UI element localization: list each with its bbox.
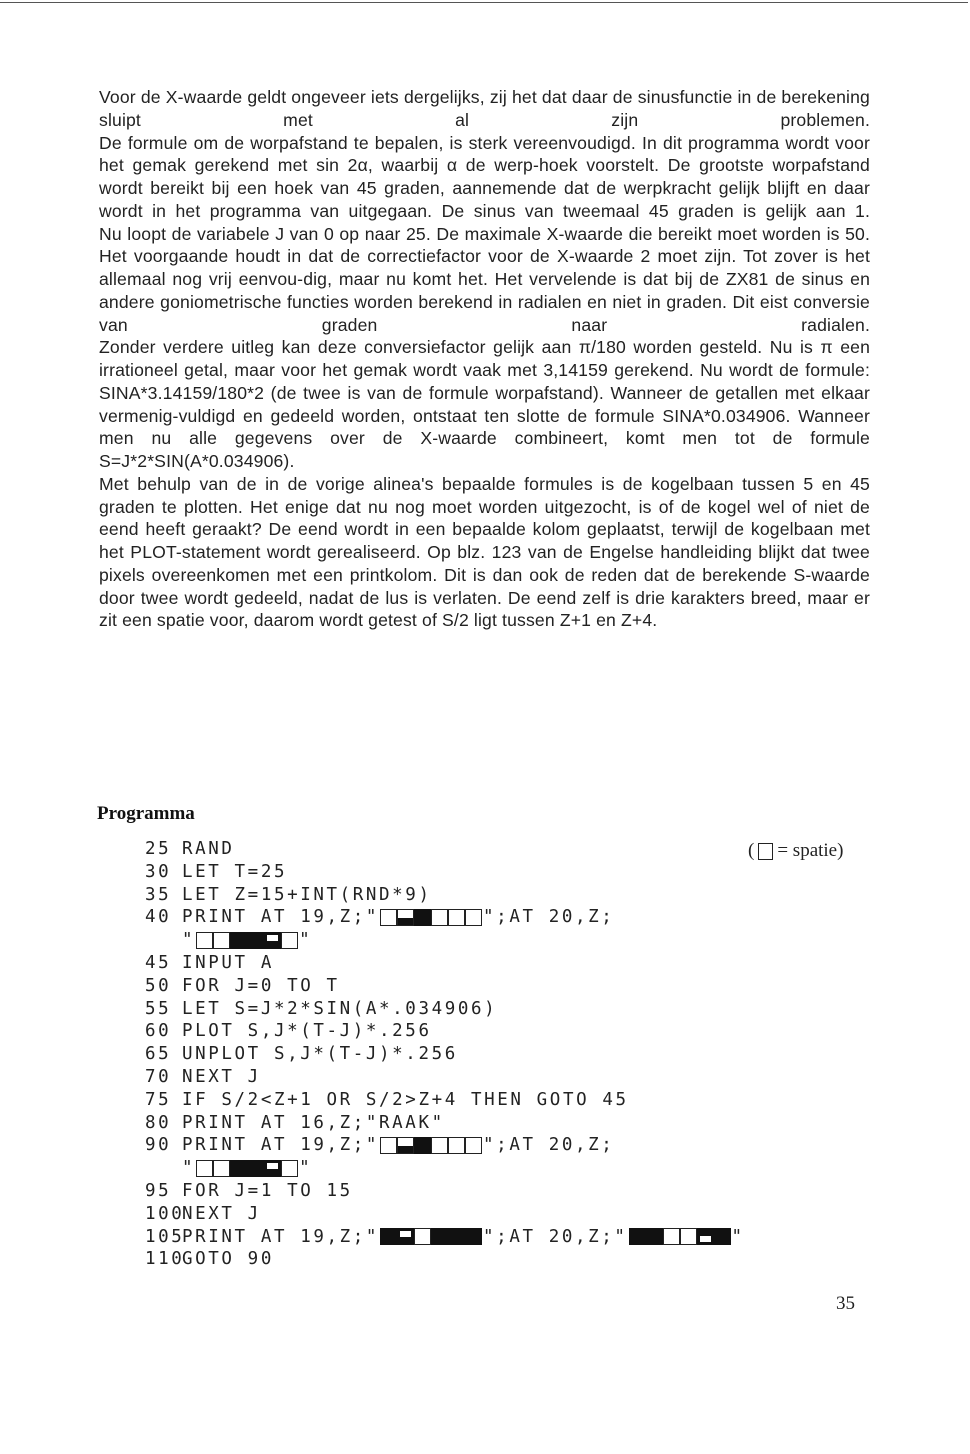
line-number: 75: [145, 1089, 172, 1110]
graphic-char-lower: [397, 909, 414, 926]
paragraph: Nu loopt de variabele J van 0 op naar 25. De maximale X-waarde die bereikt moet worden is 50. Het voorgaande houdt in dat de correctiefactor voor de X-waarde 2 moet zijn. Tot zover is het allemaal nog vrij eenvou-dig, maar nu komt het. Het vervelende is dat bij de ZX81 de sinus en andere goniometrische functies worden berekend in radialen en niet in graden. Dit eist conversie van graden naar radialen.: [99, 223, 870, 335]
graphic-char-full: [247, 1160, 264, 1177]
paragraph: Met behulp van de in de vorige alinea's bepaalde formules is de kogelbaan tussen 5 en 45 graden te plotten. Het enige dat nu nog moet worden uitgezocht, is of de kogel wel of niet de eend heeft geraakt? De eend wordt in een bepaalde kolom geplaatst, terwijl de kogelbaan met het PLOT-statement wordt gerealiseerd. Op blz. 123 van de Engelse handleiding blijkt dat twee pixels overeenkomen met een printkolom. Dit is dan ook de reden dat de berekende S-waarde door twee wordt gedeeld, nadat de lus is verlaten. De eend zelf is drie karakters breed, maar er zit een spatie voor, daarom wordt getest of S/2 ligt tussen Z+1 en Z+4.: [99, 473, 870, 631]
statement: PLOT S,J*(T-J)*.256: [182, 1021, 432, 1042]
section-heading: Programma: [97, 803, 195, 824]
line-number: 25: [145, 839, 172, 859]
code-line: [145, 998, 905, 1021]
statement: LET Z=15+INT(RND*9): [182, 884, 432, 905]
code-line: [145, 1180, 905, 1203]
statement-tail: ": [299, 1158, 313, 1179]
line-number: 95: [145, 1180, 172, 1201]
graphic-char-full: [414, 909, 431, 926]
statement: UNPLOT S,J*(T-J)*.256: [182, 1044, 458, 1065]
graphic-char-empty: [431, 909, 448, 926]
graphic-characters: [629, 1228, 731, 1245]
graphic-characters: [196, 1160, 298, 1177]
statement: GOTO 90: [182, 1249, 274, 1270]
graphic-char-empty: [213, 1160, 230, 1177]
line-number: 70: [145, 1066, 172, 1087]
graphic-char-empty: [663, 1228, 680, 1245]
graphic-char-full: [465, 1228, 482, 1245]
statement: PRINT AT 19,Z;": [182, 1226, 380, 1247]
code-line: [145, 975, 905, 998]
statement: NEXT J: [182, 1066, 261, 1087]
line-number: 100: [145, 1203, 185, 1224]
graphic-char-full: [414, 1137, 431, 1154]
body-text: [99, 86, 870, 632]
code-line: [145, 884, 905, 907]
code-line: [145, 952, 905, 975]
graphic-characters: [380, 909, 482, 926]
graphic-char-empty: [680, 1228, 697, 1245]
graphic-char-full: [448, 1228, 465, 1245]
graphic-char-empty: [196, 932, 213, 949]
graphic-char-empty: [414, 1228, 431, 1245]
graphic-char-empty: [465, 909, 482, 926]
statement-tail: ": [731, 1226, 745, 1247]
line-number: 80: [145, 1112, 172, 1133]
graphic-char-full: [646, 1228, 663, 1245]
graphic-char-empty: [431, 1137, 448, 1154]
graphic-char-full: [230, 1160, 247, 1177]
paragraph: Zonder verdere uitleg kan deze conversiefactor gelijk aan π/180 worden gesteld. Nu is π een irrationeel getal, maar voor het gemak wordt vaak met 3,14159 gerekend. Nu wordt de formule: SINA*3.14159/180*2 (de twee is van de formule worpafstand). Wanneer de getallen met elkaar vermenig-vuldigd en gedeeld worden, ontstaat ten slotte de formule SINA*0.034906. Wanneer men nu alle gegevens over de X-waarde combineert, komt men tot de formule S=J*2*SIN(A*0.034906).: [99, 337, 870, 471]
graphic-characters: [380, 1228, 482, 1245]
graphic-char-full: [380, 1228, 397, 1245]
line-number: 110: [145, 1249, 185, 1270]
code-line: [145, 1226, 905, 1249]
statement-tail: ";AT 20,Z;: [483, 1135, 615, 1156]
line-number: 105: [145, 1226, 185, 1247]
line-number: 40: [145, 907, 172, 928]
code-line: [145, 929, 905, 952]
line-number: 50: [145, 975, 172, 996]
graphic-char-empty: [281, 932, 298, 949]
statement: NEXT J: [182, 1203, 261, 1224]
graphic-char-full: [247, 932, 264, 949]
statement: RAND: [182, 839, 235, 859]
code-line: [145, 1203, 905, 1226]
statement: ": [182, 930, 196, 951]
graphic-char-upperinv: [264, 932, 281, 949]
graphic-char-empty: [380, 1137, 397, 1154]
page-number: 35: [836, 1293, 855, 1314]
code-line: [145, 1134, 905, 1157]
code-line: [145, 1020, 905, 1043]
graphic-char-empty: [213, 932, 230, 949]
code-line: [145, 1112, 905, 1135]
code-line: [145, 1043, 905, 1066]
line-number: 35: [145, 884, 172, 905]
paragraph: Voor de X-waarde geldt ongeveer iets dergelijks, zij het dat daar de sinusfunctie in de berekening sluipt met al zijn problemen.: [99, 87, 870, 130]
graphic-char-full: [431, 1228, 448, 1245]
program-listing: [145, 838, 905, 1271]
graphic-char-upperinv: [397, 1228, 414, 1245]
code-line: [145, 838, 905, 861]
line-number: 90: [145, 1135, 172, 1156]
graphic-char-upperinv: [264, 1160, 281, 1177]
statement: LET S=J*2*SIN(A*.034906): [182, 998, 498, 1019]
code-line: [145, 861, 905, 884]
graphic-char-empty: [448, 909, 465, 926]
graphic-char-full: [629, 1228, 646, 1245]
graphic-char-full: [714, 1228, 731, 1245]
statement: IF S/2<Z+1 OR S/2>Z+4 THEN GOTO 45: [182, 1089, 629, 1110]
code-line: [145, 1066, 905, 1089]
line-number: 65: [145, 1044, 172, 1065]
graphic-char-empty: [281, 1160, 298, 1177]
graphic-characters: [196, 932, 298, 949]
statement: LET T=25: [182, 861, 288, 882]
paragraph: De formule om de worpafstand te bepalen, is sterk vereenvoudigd. In dit programma wordt voor het gemak gerekend met sin 2α, waarbij α de werp-hoek voorstelt. De grootste worpafstand wordt bereikt bij een hoek van 45 graden, aannemende dat de werpkracht gelijk blijft en daar wordt in het programma van uitgegaan. De sinus van tweemaal 45 graden is gelijk aan 1.: [99, 132, 870, 221]
code-line: [145, 1157, 905, 1180]
graphic-characters: [380, 1137, 482, 1154]
line-number: 60: [145, 1021, 172, 1042]
top-rule: [0, 2, 968, 3]
graphic-char-lowerinv: [697, 1228, 714, 1245]
code-line: [145, 906, 905, 929]
line-number: 30: [145, 861, 172, 882]
line-number: 45: [145, 952, 172, 973]
legend-text: = spatie): [777, 840, 844, 861]
statement-tail: ";AT 20,Z;: [483, 907, 615, 928]
statement: PRINT AT 19,Z;": [182, 907, 380, 928]
statement: FOR J=0 TO T: [182, 975, 340, 996]
graphic-char-empty: [380, 909, 397, 926]
graphic-char-empty: [448, 1137, 465, 1154]
line-number: 55: [145, 998, 172, 1019]
legend-open: (: [748, 840, 755, 861]
statement: PRINT AT 19,Z;": [182, 1135, 380, 1156]
graphic-char-full: [230, 932, 247, 949]
statement: FOR J=1 TO 15: [182, 1180, 353, 1201]
code-line: [145, 1089, 905, 1112]
graphic-char-empty: [196, 1160, 213, 1177]
graphic-char-lower: [397, 1137, 414, 1154]
statement-tail: ": [299, 930, 313, 951]
statement: ": [182, 1158, 196, 1179]
statement: INPUT A: [182, 952, 274, 973]
graphic-char-empty: [465, 1137, 482, 1154]
statement: PRINT AT 16,Z;"RAAK": [182, 1112, 445, 1133]
code-line: [145, 1248, 905, 1271]
statement-tail: ";AT 20,Z;": [483, 1226, 628, 1247]
